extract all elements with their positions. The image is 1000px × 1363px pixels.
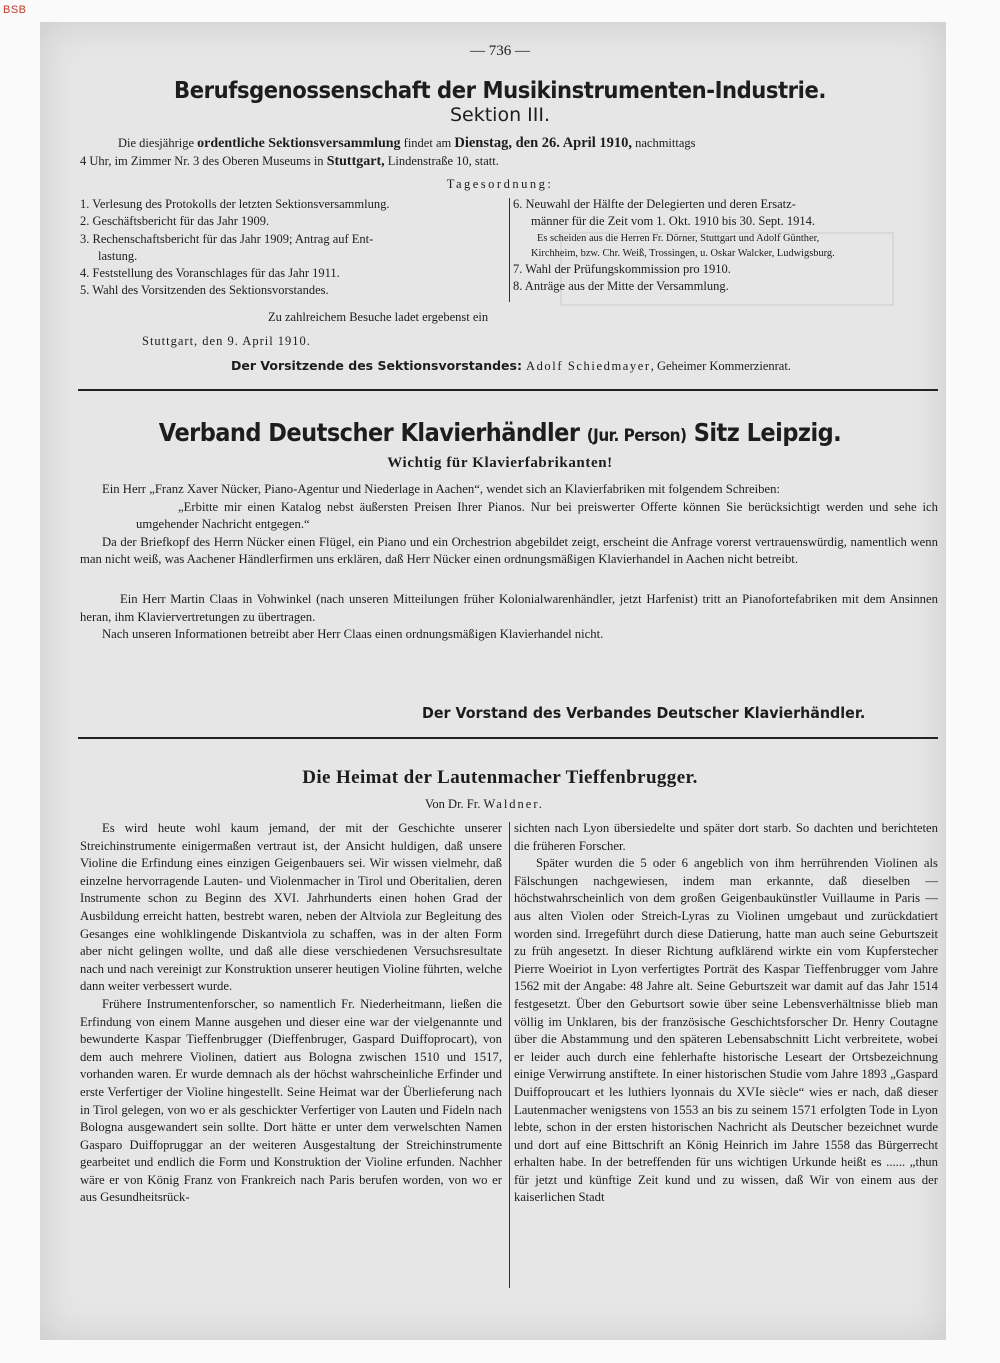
section-rule-1: [78, 389, 938, 391]
section2-title: Verband Deutscher Klavierhändler (Jur. Person) Sitz Leipzig.: [158, 418, 842, 447]
agenda-note-1: Es scheiden aus die Herren Fr. Dörner, Stuttgart und Adolf Günther,: [537, 232, 820, 244]
agenda-item-8: 8. Anträge aus der Mitte der Versammlung.: [513, 278, 729, 293]
agenda-left: [80, 196, 389, 300]
article-author: Von Dr. Fr. Waldner.: [425, 797, 544, 811]
agenda-note-2: Kirchheim, bzw. Chr. Weiß, Trossingen, u. Oskar Walcker, Ludwigsburg.: [531, 247, 835, 259]
agenda-item-4: 4. Feststellung des Voranschlages für das Jahr 1911.: [80, 266, 340, 281]
section1-title: Berufsgenossenschaft der Musikinstrumenten-Industrie.: [174, 78, 826, 104]
s2-para-3: Ein Herr Martin Claas in Vohwinkel (nach unseren Mitteilungen früher Kolonialwarenhändler, jetzt Harfenist) tritt an Pianofortefabriken mit dem Ansinnen heran, ihm Klaviervertretungen zu übertragen.: [80, 591, 938, 624]
article-left-para-2: Frühere Instrumentenforscher, so namentlich Fr. Niederheitmann, ließen die Erfindung von einem Manne ausgehen und dieser eine war der vielgenannte und bewunderte Kaspar Tieffenbrugger (Dieffenbruger, Gaspard Duiffoprocart), von dem auch mehrere Violinen, datiert aus Bologna zwischen 1510 und 1517, vorhanden waren. Er wurde demnach als der höchst wahrscheinliche Erfinder und erste Verfertiger der Violine hingestellt. Seine Heimat war der Überlieferung nach in Tirol gelegen, von wo er als geschickter Verfertiger von Lauten und Fideln nach Bologna ausgewandert sein sollte. Dort hätte er unter dem verwelschten Namen Gasparo Duiffopruggar an der weiteren Ausgestaltung der Streichinstrumente gearbeitet und endlich die Form und Konstruktion der Violine erfunden. Nachher wäre er von König Franz von Frankreich nach Paris berufen worden, von wo er aus Gesundheitsrück-: [80, 996, 502, 1205]
section2-subtitle: Wichtig für Klavierfabrikanten!: [387, 455, 613, 471]
agenda-item-6: 6. Neuwahl der Hälfte der Delegierten und deren Ersatz-: [513, 197, 796, 211]
section1-intro-line1: Die diesjährige ordentliche Sektionsversammlung findet am Dienstag, den 26. April 1910, nachmittags: [118, 135, 696, 151]
agenda-right: [513, 196, 835, 295]
section-rule-2: [78, 737, 938, 739]
article-right-para-1: sichten nach Lyon übersiedelte und später dort starb. So dachten und berichteten die früheren Forscher.: [514, 821, 938, 853]
agenda-item-1: 1. Verlesung des Protokolls der letzten Sektionsversammlung.: [80, 197, 390, 211]
invitation-line: Zu zahlreichem Besuche ladet ergebenst ein: [268, 310, 489, 324]
article-title: Die Heimat der Lautenmacher Tieffenbrugger.: [302, 767, 698, 788]
page-number: — 736 —: [470, 43, 530, 59]
column-divider: [509, 822, 510, 1288]
article-column-left: [80, 820, 502, 1207]
section1-subtitle: Sektion III.: [449, 104, 551, 126]
agenda-divider: [509, 198, 510, 302]
agenda-item-3: 3. Rechenschaftsbericht für das Jahr 1909; Antrag auf Ent-: [80, 231, 374, 246]
agenda-item-2: 2. Geschäftsbericht für das Jahr 1909.: [80, 214, 270, 229]
agenda-item-3-cont: lastung.: [98, 248, 138, 263]
agenda-item-6-cont: männer für die Zeit vom 1. Okt. 1910 bis 30. Sept. 1914.: [531, 214, 815, 229]
section1-intro-line2: 4 Uhr, im Zimmer Nr. 3 des Oberen Museums in Stuttgart, Lindenstraße 10, statt.: [80, 154, 499, 169]
signature-line: Der Vorsitzende des Sektionsvorstandes: Adolf Schiedmayer, Geheimer Kommerzienrat.: [231, 358, 791, 373]
s2-para-2: Da der Briefkopf des Herrn Nücker einen Flügel, ein Piano und ein Orchestrion abgebildet zeigt, erscheint die Anfrage vorerst vertrauenswürdig, namentlich wenn man nicht weiß, was Aachener Händlerfirmen uns erklären, daß Herr Nücker einen ordnungsmäßigen Klavierhandel in Aachen nicht betreibt.: [80, 534, 938, 567]
s2-quote: „Erbitte mir einen Katalog nebst äußersten Preisen Ihrer Pianos. Nur bei preiswerter Offerte können Sie berücksichtigt werden und sehe ich umgehender Nachricht entgegen.“: [136, 499, 938, 532]
agenda-item-5: 5. Wahl des Vorsitzenden des Sektionsvorstandes.: [80, 283, 329, 298]
article-column-right: [514, 820, 938, 1207]
section2-signature: Der Vorstand des Verbandes Deutscher Klavierhändler.: [422, 704, 866, 722]
date-line: Stuttgart, den 9. April 1910.: [142, 334, 311, 348]
s2-para-1: Ein Herr „Franz Xaver Nücker, Piano-Agentur und Niederlage in Aachen“, wendet sich an Klavierfabriken mit folgendem Schreiben:: [102, 482, 781, 496]
agenda-item-7: 7. Wahl der Prüfungskommission pro 1910.: [513, 261, 731, 276]
library-watermark: BSB: [3, 4, 27, 16]
agenda-heading: Tagesordnung:: [446, 177, 554, 191]
s2-para-4: Nach unseren Informationen betreibt aber Herr Claas einen ordnungsmäßigen Klavierhandel nicht.: [102, 627, 604, 642]
section2-body: [80, 481, 938, 644]
article-left-para-1: Es wird heute wohl kaum jemand, der mit der Geschichte unserer Streichinstrumente einigermaßen vertraut ist, der Ansicht huldigen, daß unsere Violine die Erfindung eines einzigen Geigenbauers sei. Wir wissen vielmehr, daß einzelne hervorragende Lauten- und Violenmacher in Tirol und Oberitalien, deren Instrumente schon zu Beginn des XVI. Jahrhunderts einen hohen Grad der Ausbildung erreicht hatten, bestrebt waren, neben der Altviola zur Begleitung des Gesanges eine wohlklingende Diskantviola zu schaffen, was in der alten Form aber nicht gelingen wollte, und daß alle diese verschiedenen Versuchsresultate nach und nach vereinigt zur Konstruktion unserer heutigen Violine führten, welche dann weiter verbessert wurde.: [80, 821, 502, 994]
article-right-para-2: Später wurden die 5 oder 6 angeblich von ihm herrührenden Violinen als Fälschungen nachgewiesen, indem man erkannte, daß dieselben — höchstwahrscheinlich von dem großen Geigenbaukünstler Vuillaume in Paris — aus alten Violen oder Streich-Lyras zu Violinen umgebaut und zurückdatiert worden sind. Irregeführt durch diese Datierung, hatte man auch seine Geburtszeit zu früh angesetzt. In dieser Richtung aufklärend wirkte ein vom Kupferstecher Pierre Woeiriot in Lyon verfertigtes Porträt des Kaspar Tieffenbrugger vom Jahre 1562 mit der Angabe: 48 Jahre alt. Seine Geburtszeit war damit auf das Jahr 1514 festgesetzt. Über den Geburtsort sowie über seine Lebensverhältnisse blieb man völlig im Unklaren, bis der französische Geschichtsforscher Dr. Henry Coutagne über die Abstammung und den späteren Lebensabschnitt Licht verbreitete, wobei er leider auch durch eine fehlerhafte historische Leseart der Ortsbezeichnung einige Verwirrung anstiftete. In einer historischen Studie vom Jahre 1893 „Gaspard Duiffoproucart et les luthiers lyonnais du XVIe siècle“ wies er nach, daß dieser Lautenmacher wenigstens von 1553 an bis zu seinem 1571 erfolgten Tode in Lyon lebte, schon in der ersten historischen Nachricht als Deutscher bezeichnet wurde und dort auf eine Bittschrift an König Heinrich im Jahre 1558 das Bürgerrecht erhalten habe. In der betreffenden für uns wichtigen Urkunde heißt es ...... „thun für jetzt und künftige Zeit kund und zu wissen, daß Wir von einem aus der kaiserlichen Stadt: [514, 856, 938, 1205]
